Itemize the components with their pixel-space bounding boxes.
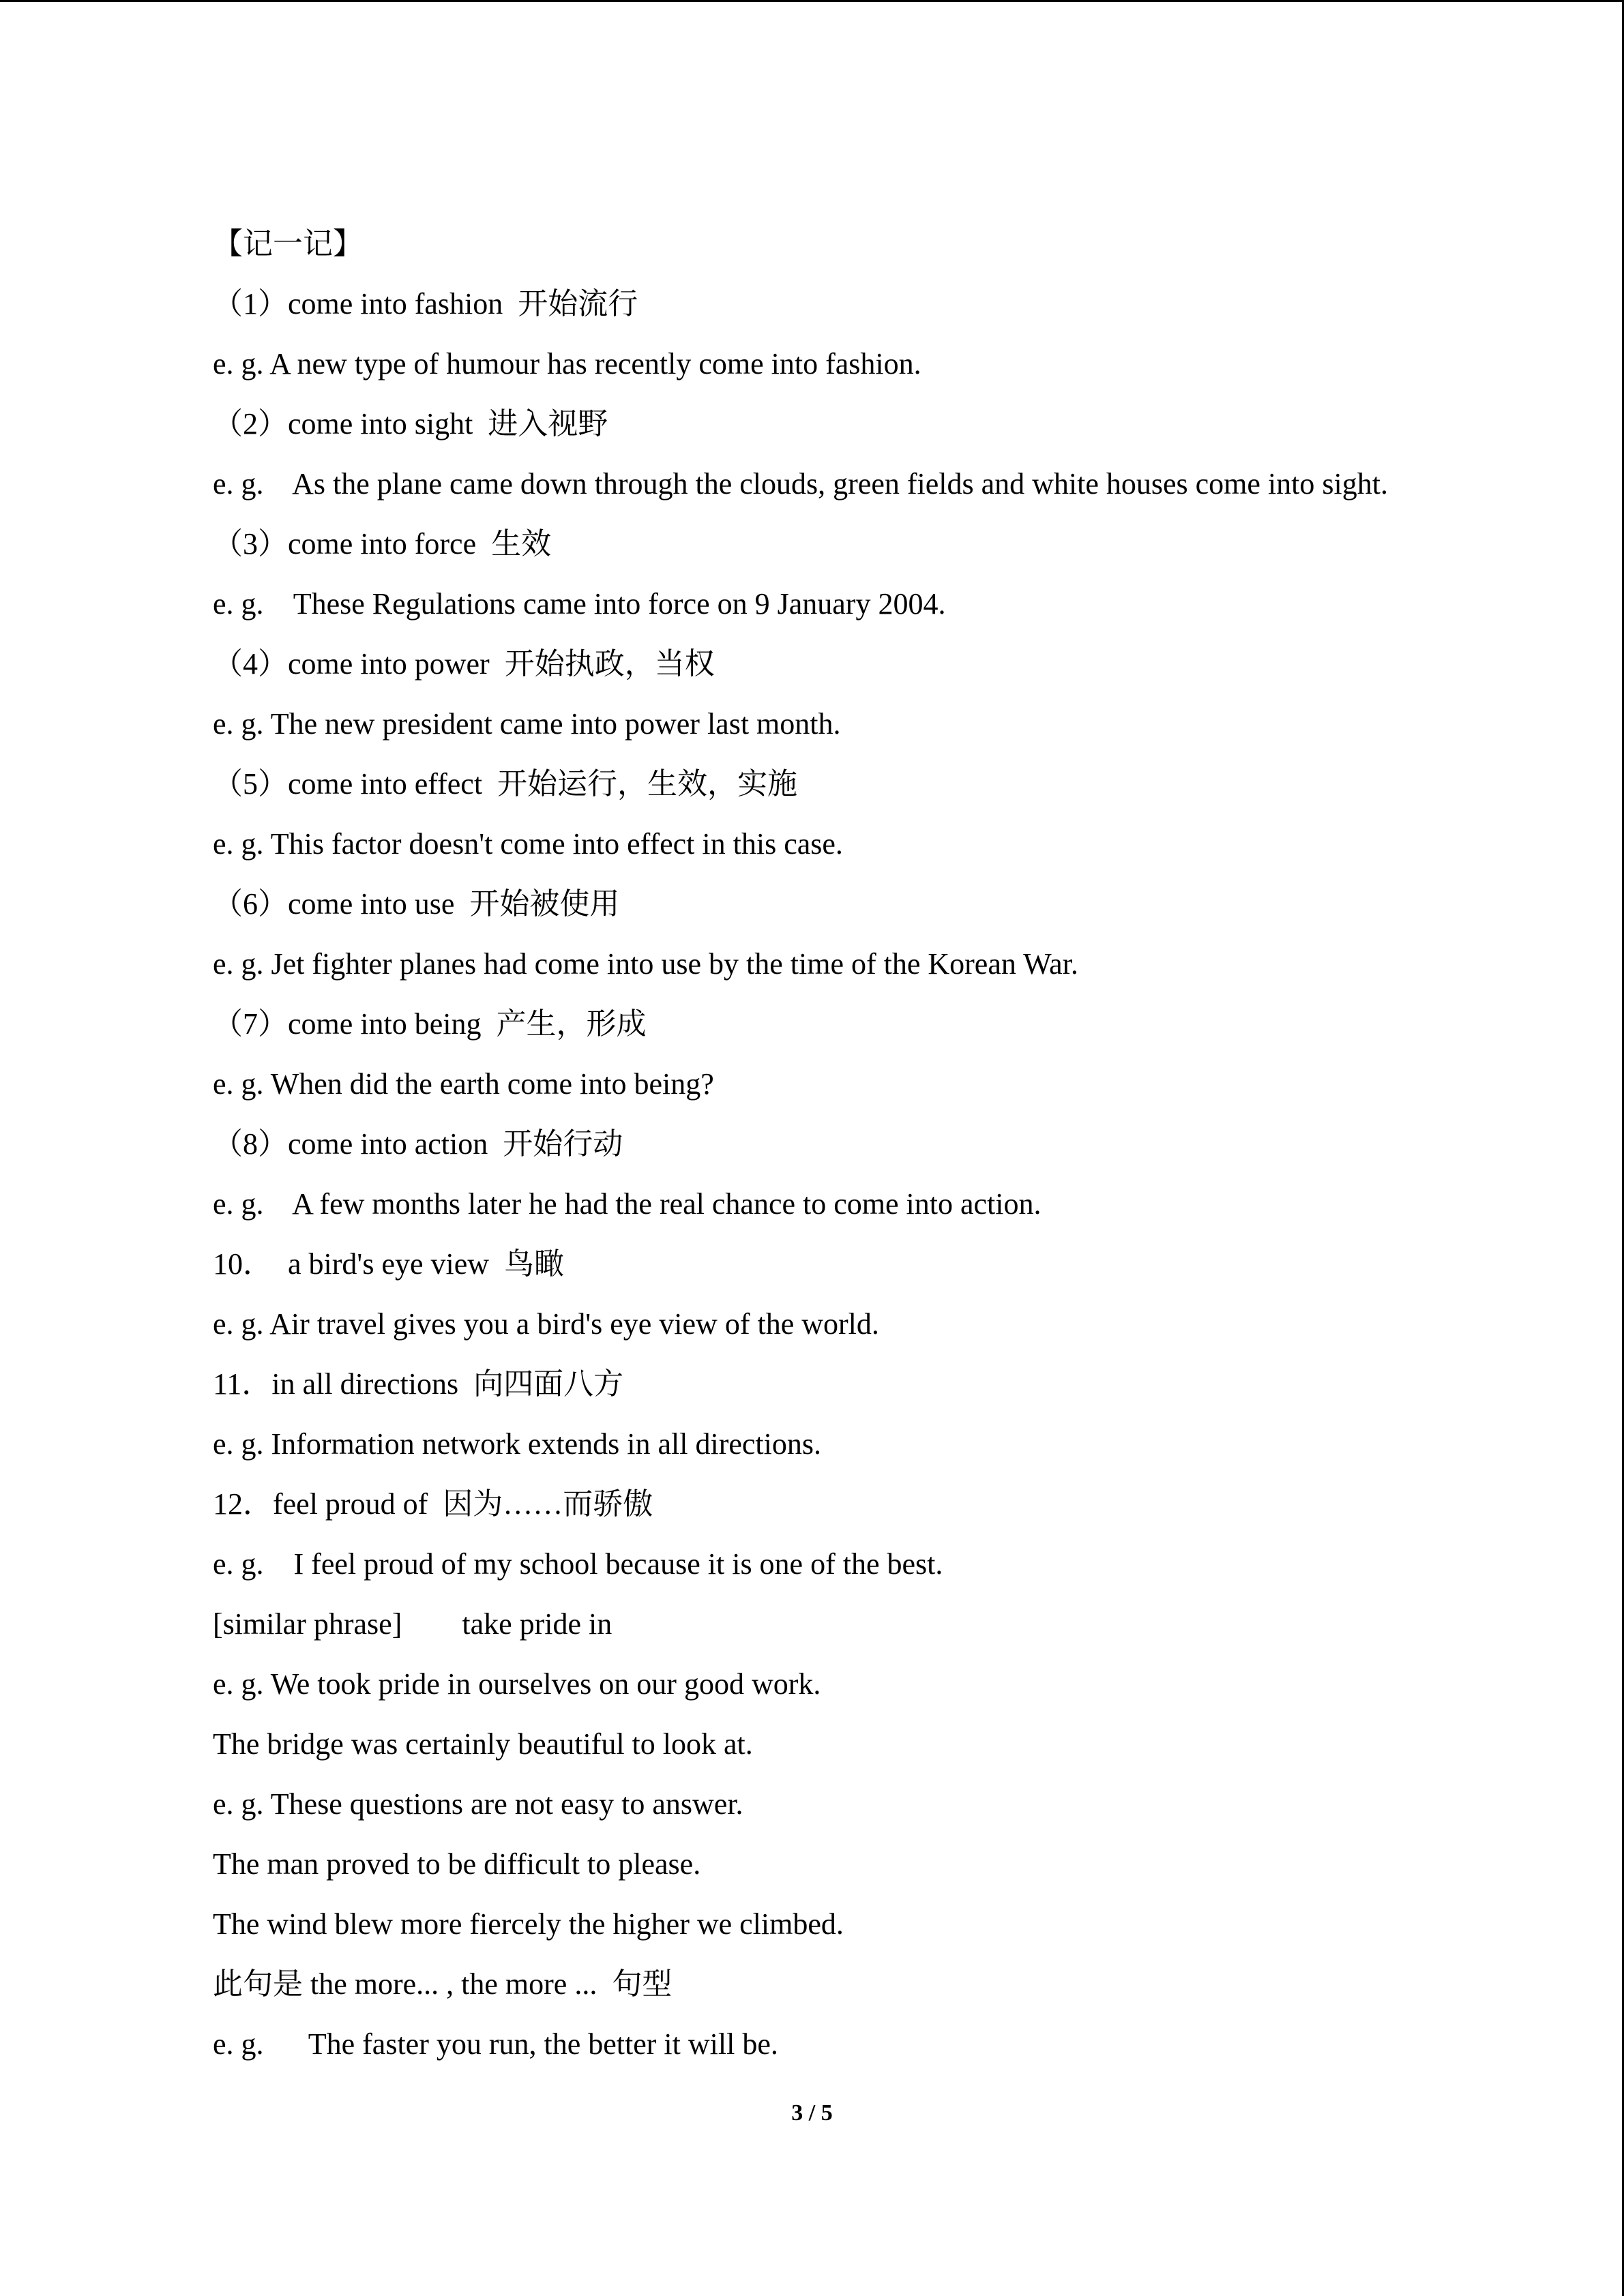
example-sentence: e. g. A few months later he had the real chance to come into action. xyxy=(213,1187,1042,1221)
similar-phrase: [similar phrase] take pride in xyxy=(213,1607,612,1641)
example-sentence: e. g. These questions are not easy to answer. xyxy=(213,1787,743,1821)
numbered-item: 10． a bird's eye view 鸟瞰 xyxy=(213,1247,565,1281)
phrase-item: （7）come into being 产生，形成 xyxy=(213,1007,647,1041)
grammar-note: 此句是 the more... , the more ... 句型 xyxy=(213,1967,673,2001)
phrase-item: （6）come into use 开始被使用 xyxy=(213,887,620,921)
example-sentence: e. g. We took pride in ourselves on our good work. xyxy=(213,1667,821,1701)
example-sentence: e. g. These Regulations came into force on 9 January 2004. xyxy=(213,587,946,621)
page-number: 3 / 5 xyxy=(791,2100,833,2126)
example-sentence: e. g. Information network extends in all directions. xyxy=(213,1427,821,1461)
example-sentence: e. g. Jet fighter planes had come into use by the time of the Korean War. xyxy=(213,947,1078,981)
example-sentence: e. g. When did the earth come into being? xyxy=(213,1067,714,1101)
example-sentence: e. g. A new type of humour has recently come into fashion. xyxy=(213,347,921,381)
phrase-item: （5）come into effect 开始运行，生效，实施 xyxy=(213,767,798,801)
numbered-item: 12．feel proud of 因为……而骄傲 xyxy=(213,1487,653,1521)
phrase-item: （8）come into action 开始行动 xyxy=(213,1127,623,1161)
phrase-item: （1）come into fashion 开始流行 xyxy=(213,287,638,320)
text-line: The bridge was certainly beautiful to look at. xyxy=(213,1727,753,1761)
numbered-item: 11．in all directions 向四面八方 xyxy=(213,1367,624,1401)
document-body xyxy=(213,214,1577,2074)
example-sentence: e. g. I feel proud of my school because it is one of the best. xyxy=(213,1547,943,1581)
example-sentence: e. g. As the plane came down through the clouds, green fields and white houses come into sight. xyxy=(213,467,1388,501)
phrase-item: （2）come into sight 进入视野 xyxy=(213,407,608,441)
section-heading: 【记一记】 xyxy=(213,227,363,260)
phrase-item: （3）come into force 生效 xyxy=(213,527,552,561)
example-sentence: e. g. This factor doesn't come into effect in this case. xyxy=(213,827,843,861)
text-line: The wind blew more fiercely the higher we climbed. xyxy=(213,1907,844,1941)
phrase-item: （4）come into power 开始执政，当权 xyxy=(213,647,715,681)
text-line: The man proved to be difficult to please. xyxy=(213,1847,701,1881)
example-sentence: e. g. Air travel gives you a bird's eye view of the world. xyxy=(213,1307,879,1341)
example-sentence: e. g. The faster you run, the better it will be. xyxy=(213,2027,778,2061)
example-sentence: e. g. The new president came into power last month. xyxy=(213,707,841,741)
